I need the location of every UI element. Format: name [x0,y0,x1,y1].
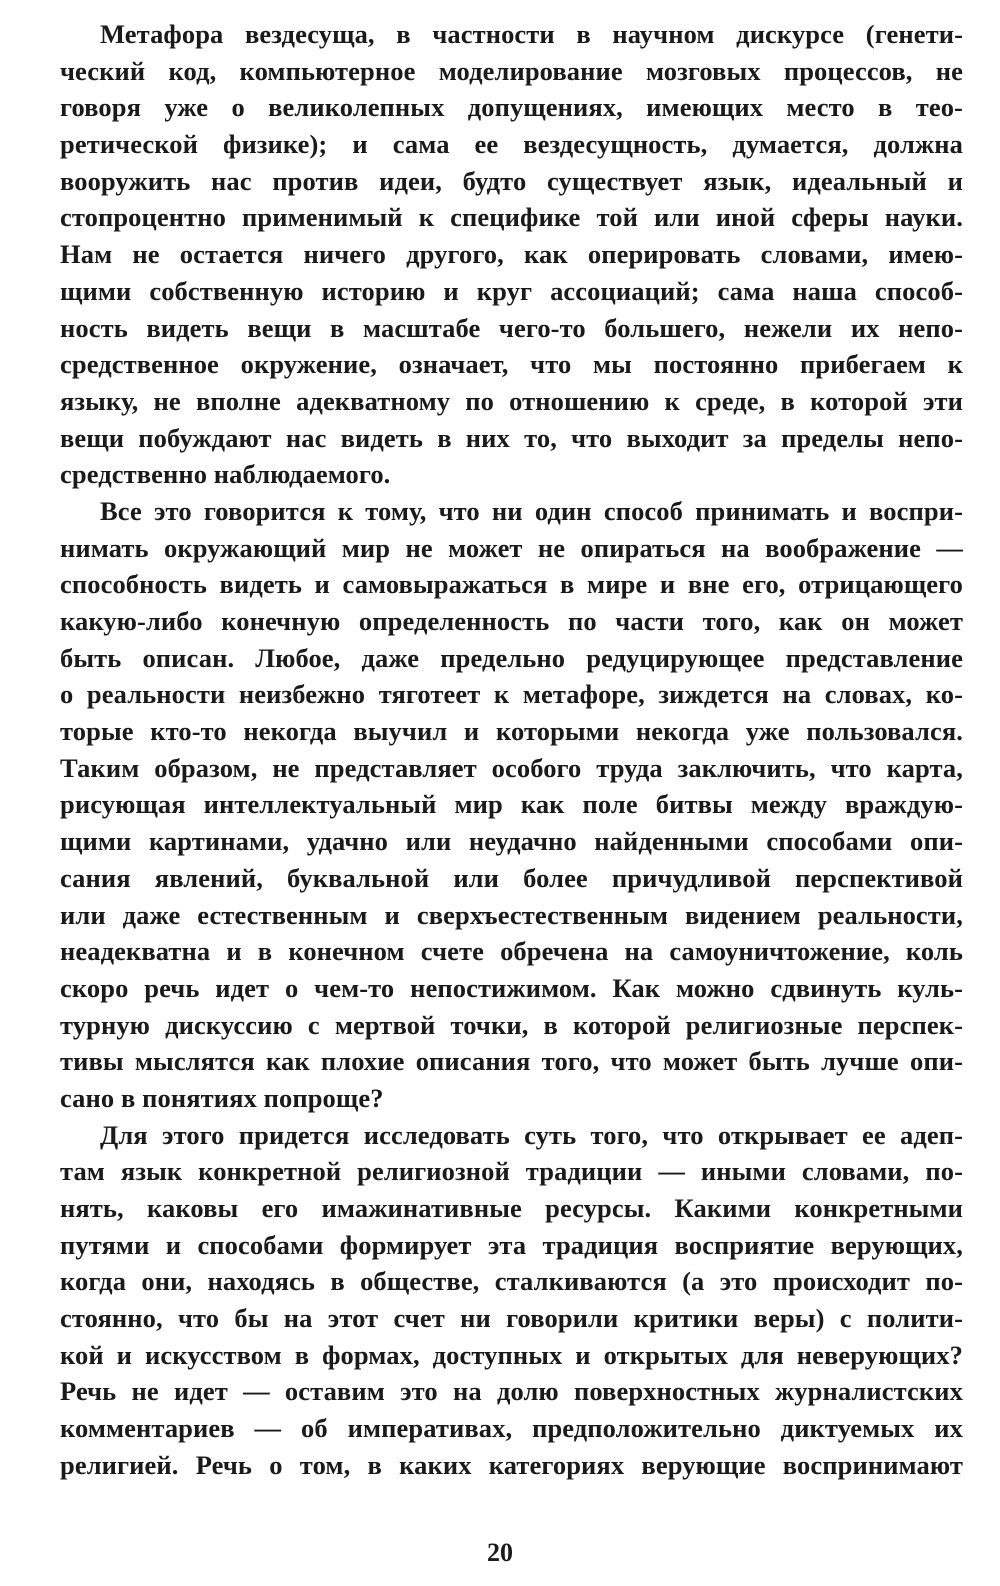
text-line: ческий код, компьютерное моделирование мозговых процессов, не [60,55,963,86]
text-line: языку, не вполне адекватному по отношению к среде, в которой эти [60,385,963,416]
text-line: Все это говорится к тому, что ни один способ принимать и воспри- [100,495,963,526]
page-number: 20 [487,1538,513,1567]
text-line: комментариев — об императивах, предположительно диктуемых их [60,1413,963,1444]
text-line: щими картинами, удачно или неудачно найденными способами опи- [60,826,963,857]
text-line: ность видеть вещи в масштабе чего-то большего, нежели их непо- [60,312,963,343]
text-line: способность видеть и самовыражаться в мире и вне его, отрицающего [60,569,963,600]
text-line: кой и искусством в формах, доступных и открытых для неверующих? [60,1339,963,1370]
text-line: нимать окружающий мир не может не опираться на воображение — [60,532,963,563]
text-line: быть описан. Любое, даже предельно редуцирующее представление [60,642,963,673]
text-line: тивы мыслятся как плохие описания того, что может быть лучше опи- [60,1046,963,1077]
text-line: религией. Речь о том, в каких категориях верующие воспринимают [60,1449,963,1480]
text-line: когда они, находясь в обществе, сталкиваются (а это происходит по- [60,1266,963,1297]
text-line: рисующая интеллектуальный мир как поле битвы между враждую- [60,789,963,820]
text-line: говоря уже о великолепных допущениях, имеющих место в тео- [60,92,963,123]
text-line: или даже естественным и сверхъестественным видением реальности, [60,899,963,930]
text-line: там язык конкретной религиозной традиции — иными словами, по- [60,1156,963,1187]
text-line: путями и способами формирует эта традиция восприятие верующих, [60,1229,963,1260]
text-line: какую-либо конечную определенность по части того, как он может [60,606,963,636]
text-line: неадекватна и в конечном счете обречена на самоуничтожение, коль [60,936,963,967]
text-line: щими собственную историю и круг ассоциаций; сама наша способ- [60,275,963,306]
text-line: средственное окружение, означает, что мы постоянно прибегаем к [60,349,963,380]
text-line: сания явлений, буквальной или более причудливой перспективой [60,862,963,893]
text-line: торые кто-то некогда выучил и которыми некогда уже пользовался. [60,716,963,747]
text-line: вооружить нас против идеи, будто существует язык, идеальный и [60,165,963,196]
page-body [60,16,963,1484]
text-line: Таким образом, не представляет особого труда заключить, что карта, [60,752,963,783]
text-line: Речь не идет — оставим это на долю поверхностных журналистских [60,1376,963,1407]
text-line: Для этого придется исследовать суть того, что открывает ее адеп- [100,1119,963,1150]
text-line: ретической физике); и сама ее вездесущность, думается, должна [60,129,963,160]
text-line: Метафора вездесуща, в частности в научном дискурсе (генети- [100,19,963,49]
text-line: средственно наблюдаемого. [60,459,391,490]
text-line: стопроцентно применимый к специфике той или иной сферы науки. [60,202,963,233]
paragraph [60,16,963,493]
text-line: нять, каковы его имажинативные ресурсы. Какими конкретными [60,1193,963,1223]
paragraph [60,493,963,1117]
text-line: вещи побуждают нас видеть в них то, что выходит за пределы непо- [60,422,963,453]
text-line: сано в понятиях попроще? [60,1082,384,1113]
text-line: скоро речь идет о чем-то непостижимом. Как можно сдвинуть куль- [60,972,963,1003]
text-line: турную дискуссию с мертвой точки, в которой религиозные перспек- [60,1009,963,1040]
text-line: стоянно, что бы на этот счет ни говорили критики веры) с полити- [60,1303,963,1334]
paragraph [60,1117,963,1484]
text-line: о реальности неизбежно тяготеет к метафоре, зиждется на словах, ко- [60,679,963,710]
text-line: Нам не остается ничего другого, как оперировать словами, имею- [60,239,963,270]
